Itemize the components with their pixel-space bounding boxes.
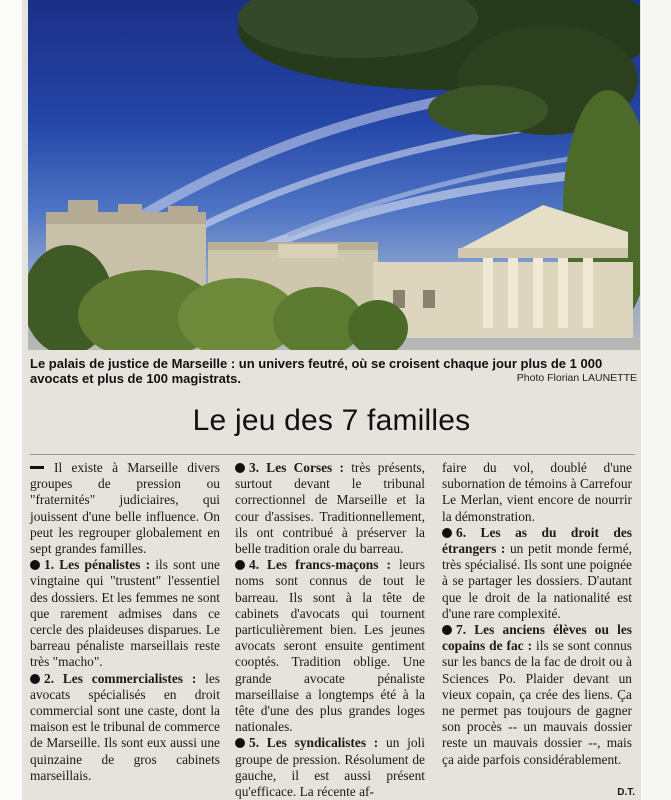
section-7: 7. Les anciens élèves ou les copains de fac : ils se sont connus sur les bancs de la fac de droit ou à Sciences Po. Plaider devant un vieux copain, ça crée des liens. Ça ne permet pas toujours de gagner son procès -- un mauvais dossier reste un mauvais dossier --, mais ça aide parfois considérablement.	[442, 622, 632, 767]
article-title: Le jeu des 7 familles	[192, 404, 471, 437]
section-5-heading: 5. Les syndicalistes :	[249, 735, 379, 751]
bullet-icon	[235, 560, 245, 570]
courthouse-illustration	[28, 0, 640, 350]
section-6: 6. Les as du droit des étrangers : un petit monde fermé, très spécialisé. Ils sont une poignée à se partager les dossiers. D'autant que le droit de la nationalité est d'une rare complexité.	[442, 524, 632, 621]
section-7-heading: 7. Les anciens élèves ou les copains de fac :	[442, 622, 632, 654]
column-1	[30, 460, 220, 784]
section-2-heading: 2. Les commercialistes :	[44, 670, 197, 686]
section-3: 3. Les Corses : très présents, surtout devant le tribunal correctionnel de Marseille et la cour d'assises. Traditionnellement, ils ont contribué à préserver la belle tradition orale du barreau.	[235, 460, 425, 557]
scan-margin-left	[0, 0, 22, 800]
bullet-icon	[235, 738, 245, 748]
bullet-icon	[442, 528, 452, 538]
newspaper-clipping	[22, 0, 641, 800]
section-6-heading: 6. Les as du droit des étrangers :	[442, 524, 632, 557]
bullet-icon	[235, 463, 245, 473]
section-2: 2. Les commercialistes : les avocats spécialisés en droit commercial sont une caste, dont la maison est le tribunal de commerce de Marseille. Ils sont eux aussi une quinzaine de gros cabinets marseillais.	[30, 670, 221, 783]
title-divider	[30, 454, 635, 455]
bullet-icon	[30, 674, 40, 684]
dash-icon	[30, 466, 44, 469]
section-1-heading: 1. Les pénalistes :	[44, 557, 151, 573]
author-signature: D.T.	[617, 787, 635, 798]
section-1: 1. Les pénalistes : ils sont une vingtaine qui "trustent" l'essentiel des dossiers. Et les femmes ne sont que rarement admises dans ce cercle des plaideuses disparues. Le barreau pénaliste marseillais reste très "macho".	[30, 557, 220, 670]
column-2	[235, 460, 425, 800]
courthouse-photo	[28, 0, 640, 350]
intro-paragraph: Il existe à Marseille divers groupes de pression ou "fraternités" judiciaires, qui jouissent d'une belle influence. On peut les regrouper globalement en sept grandes familles.	[30, 460, 220, 557]
section-3-heading: 3. Les Corses :	[249, 460, 344, 475]
photo-credit: Photo Florian LAUNETTE	[516, 372, 637, 384]
section-4-heading: 4. Les francs-maçons :	[249, 557, 391, 573]
section-5: 5. Les syndicalistes : un joli groupe de pression. Résolument de gauche, il est aussi présent qu'efficace. La récente af-	[235, 735, 425, 800]
section-4: 4. Les francs-maçons : leurs noms sont connus de tout le barreau. Ils sont à la tête de cabinets d'avocats qui tournent particulièrement bien. Les jeunes avocats seront ensuite gentiment cooptés. Tradition oblige. Une grande avocate pénaliste marseillaise a longtemps été à la tête d'une des plus grandes loges nationales.	[235, 557, 425, 735]
scan-margin-right	[641, 0, 671, 800]
section-5-continued: faire du vol, doublé d'une subornation de témoins à Carrefour Le Merlan, vient encore de nourrir la démonstration.	[442, 460, 632, 524]
building-portico	[373, 205, 633, 338]
bullet-icon	[30, 560, 40, 570]
photo-caption: Le palais de justice de Marseille : un univers feutré, où se croisent chaque jour plus de 1 000 avocats et plus de 100 magistrats.	[30, 356, 603, 386]
column-3	[442, 460, 632, 768]
bullet-icon	[442, 625, 452, 635]
